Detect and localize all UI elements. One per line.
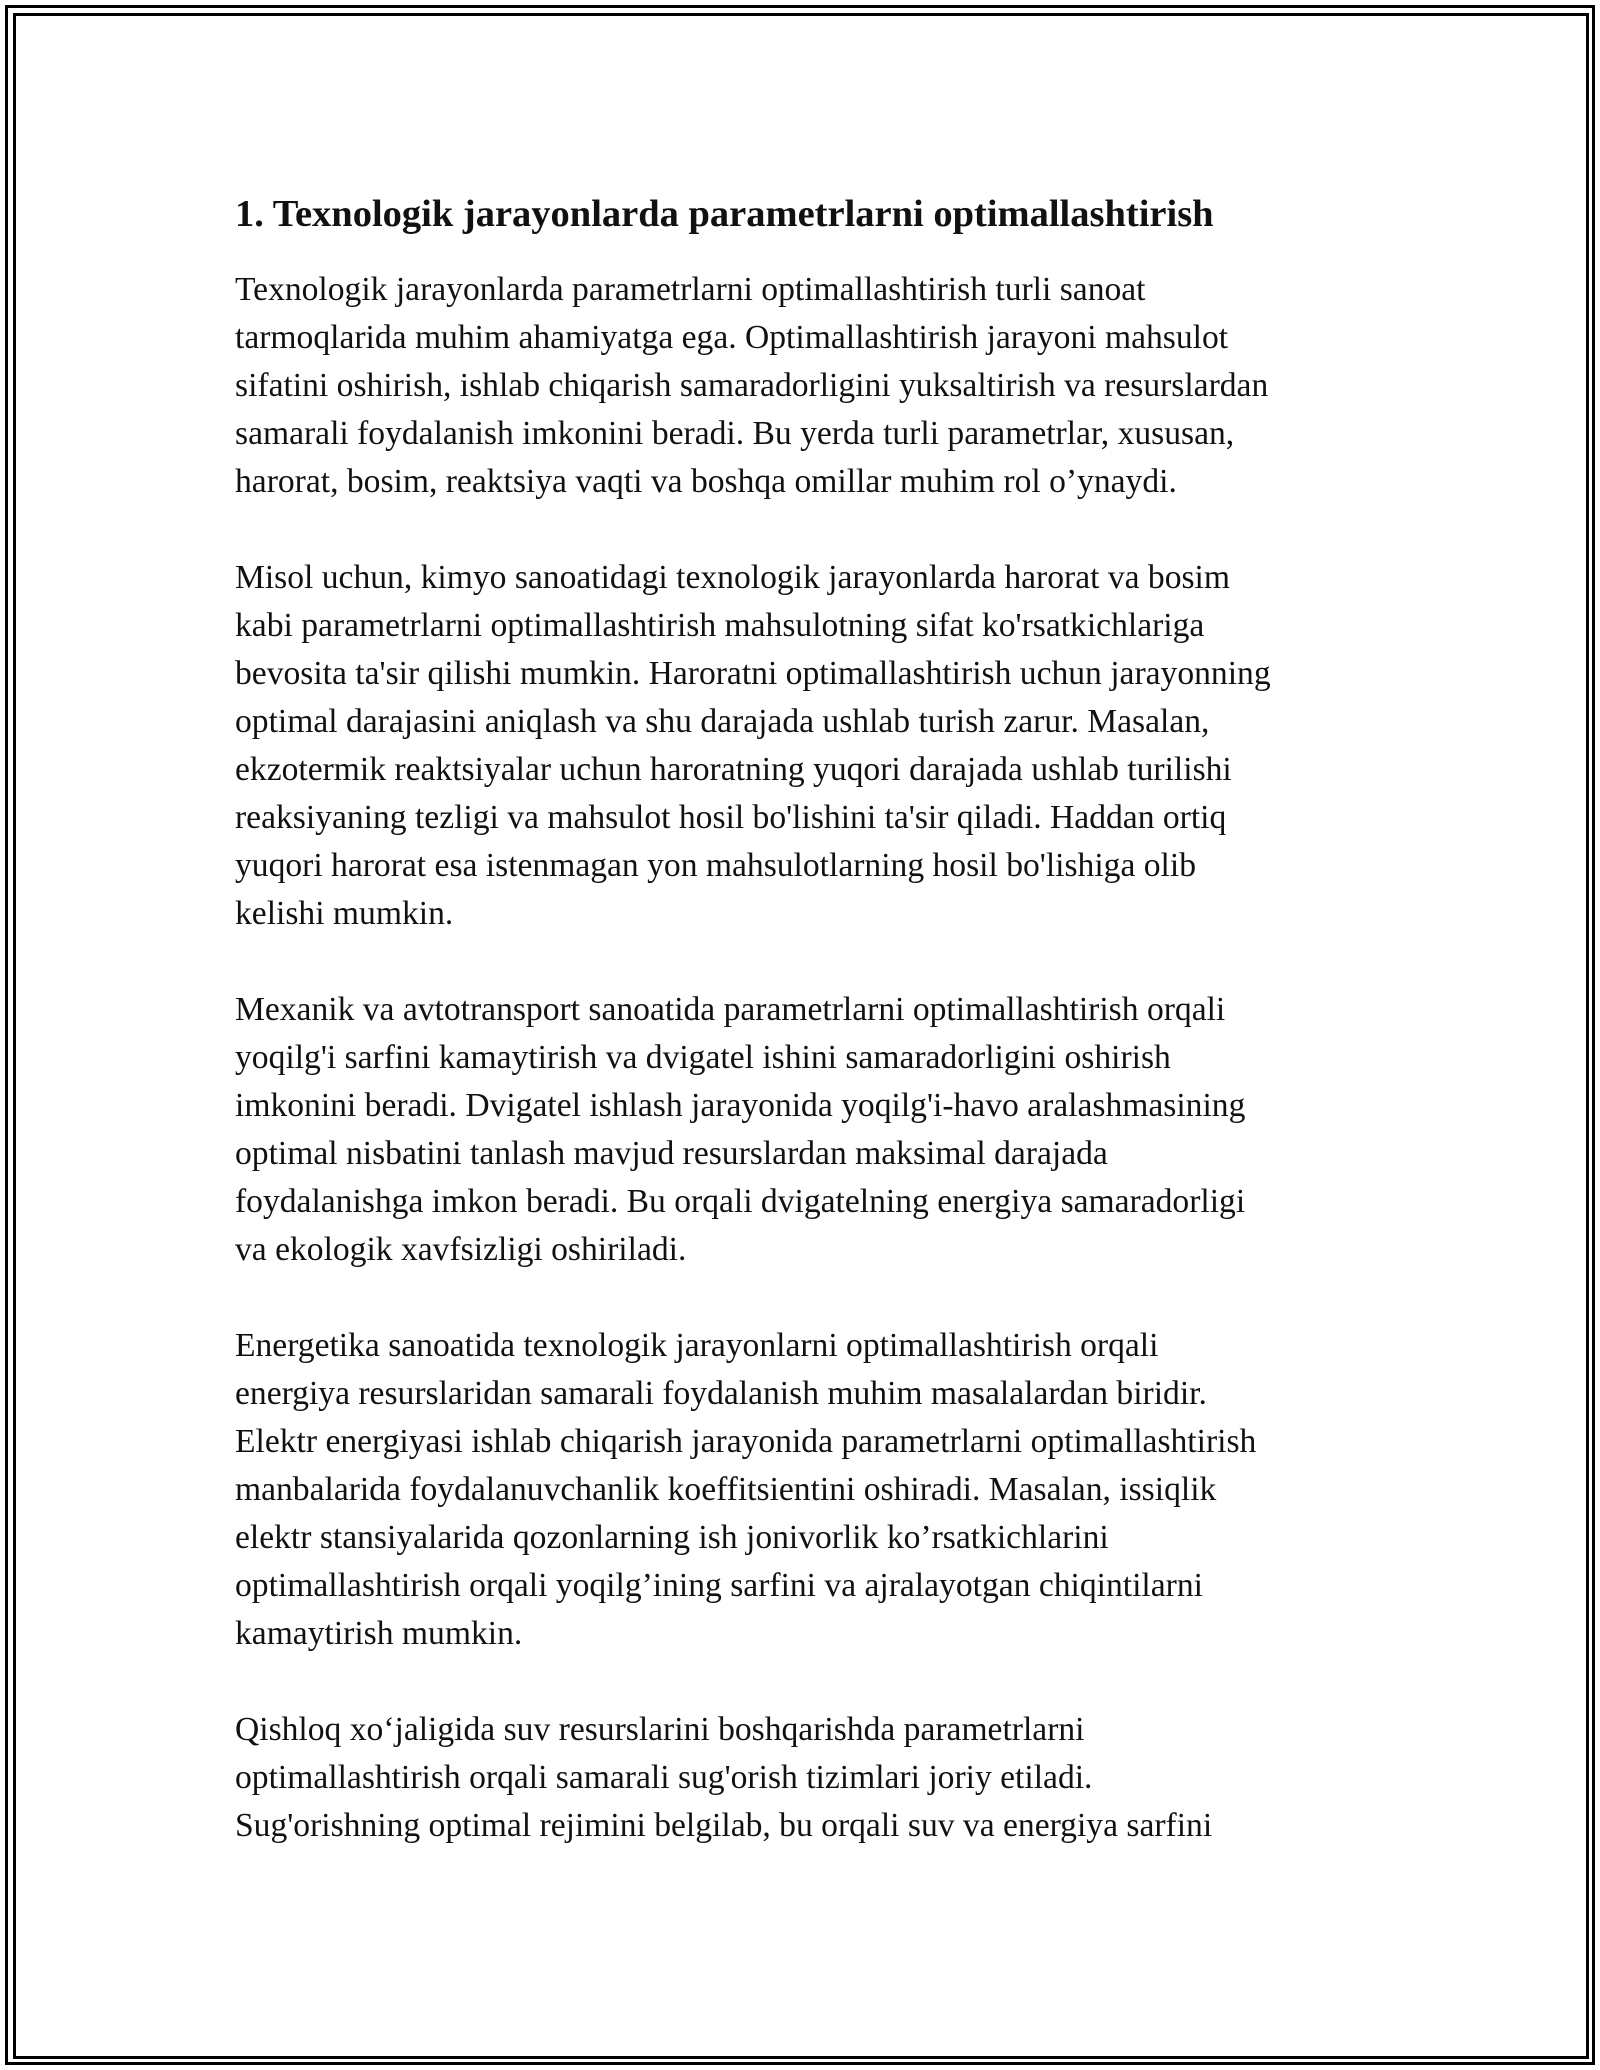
paragraph-line: Energetika sanoatida texnologik jarayonlarni optimallashtirish orqali	[235, 1327, 1159, 1364]
paragraph-line: va ekologik xavfsizligi oshiriladi.	[235, 1231, 687, 1268]
paragraph-line: optimal darajasini aniqlash va shu darajada ushlab turish zarur. Masalan,	[235, 703, 1210, 740]
paragraph-line: optimallashtirish orqali samarali sug'orish tizimlari joriy etiladi.	[235, 1759, 1093, 1796]
paragraph-line: samarali foydalanish imkonini beradi. Bu yerda turli parametrlar, xususan,	[235, 415, 1235, 452]
paragraph	[235, 554, 1375, 938]
section-heading: 1. Texnologik jarayonlarda parametrlarni optimallashtirish	[235, 193, 1214, 235]
paragraph	[235, 986, 1375, 1274]
paragraph-line: Texnologik jarayonlarda parametrlarni optimallashtirish turli sanoat	[235, 271, 1146, 308]
paragraph-line: optimal nisbatini tanlash mavjud resurslardan maksimal darajada	[235, 1135, 1108, 1172]
paragraph-line: foydalanishga imkon beradi. Bu orqali dvigatelning energiya samaradorligi	[235, 1183, 1246, 1220]
paragraph-line: elektr stansiyalarida qozonlarning ish jonivorlik ko’rsatkichlarini	[235, 1519, 1109, 1556]
paragraph	[235, 1322, 1375, 1658]
paragraph-line: Mexanik va avtotransport sanoatida parametrlarni optimallashtirish orqali	[235, 991, 1226, 1028]
paragraph-line: harorat, bosim, reaktsiya vaqti va boshqa omillar muhim rol o’ynaydi.	[235, 463, 1177, 500]
paragraph-line: Sug'orishning optimal rejimini belgilab, bu orqali suv va energiya sarfini	[235, 1807, 1213, 1844]
paragraph-line: yuqori harorat esa istenmagan yon mahsulotlarning hosil bo'lishiga olib	[235, 847, 1196, 884]
paragraph-line: kabi parametrlarni optimallashtirish mahsulotning sifat ko'rsatkichlariga	[235, 607, 1205, 644]
paragraph-line: sifatini oshirish, ishlab chiqarish samaradorligini yuksaltirish va resurslardan	[235, 367, 1269, 404]
paragraph-line: Misol uchun, kimyo sanoatidagi texnologik jarayonlarda harorat va bosim	[235, 559, 1230, 596]
paragraph-line: yoqilg'i sarfini kamaytirish va dvigatel ishini samaradorligini oshirish	[235, 1039, 1171, 1076]
paragraph-line: kamaytirish mumkin.	[235, 1615, 523, 1652]
paragraph-line: optimallashtirish orqali yoqilg’ining sarfini va ajralayotgan chiqintilarni	[235, 1567, 1203, 1604]
paragraph-line: imkonini beradi. Dvigatel ishlash jarayonida yoqilg'i-havo aralashmasining	[235, 1087, 1246, 1124]
paragraph-line: kelishi mumkin.	[235, 895, 454, 932]
paragraph-line: bevosita ta'sir qilishi mumkin. Haroratni optimallashtirish uchun jarayonning	[235, 655, 1271, 692]
paragraph	[235, 266, 1375, 506]
paragraph-line: manbalarida foydalanuvchanlik koeffitsientini oshiradi. Masalan, issiqlik	[235, 1471, 1217, 1508]
paragraph-line: tarmoqlarida muhim ahamiyatga ega. Optimallashtirish jarayoni mahsulot	[235, 319, 1229, 356]
paragraph	[235, 1706, 1375, 1850]
paragraph-line: Qishloq xo‘jaligida suv resurslarini boshqarishda parametrlarni	[235, 1711, 1085, 1748]
paragraph-line: energiya resurslaridan samarali foydalanish muhim masalalardan biridir.	[235, 1375, 1207, 1412]
paragraph-list	[235, 266, 1375, 1850]
paragraph-line: ekzotermik reaktsiyalar uchun haroratning yuqori darajada ushlab turilishi	[235, 751, 1232, 788]
document-body	[235, 188, 1375, 1898]
paragraph-line: Elektr energiyasi ishlab chiqarish jarayonida parametrlarni optimallashtirish	[235, 1423, 1257, 1460]
paragraph-line: reaksiyaning tezligi va mahsulot hosil bo'lishini ta'sir qiladi. Haddan ortiq	[235, 799, 1227, 836]
